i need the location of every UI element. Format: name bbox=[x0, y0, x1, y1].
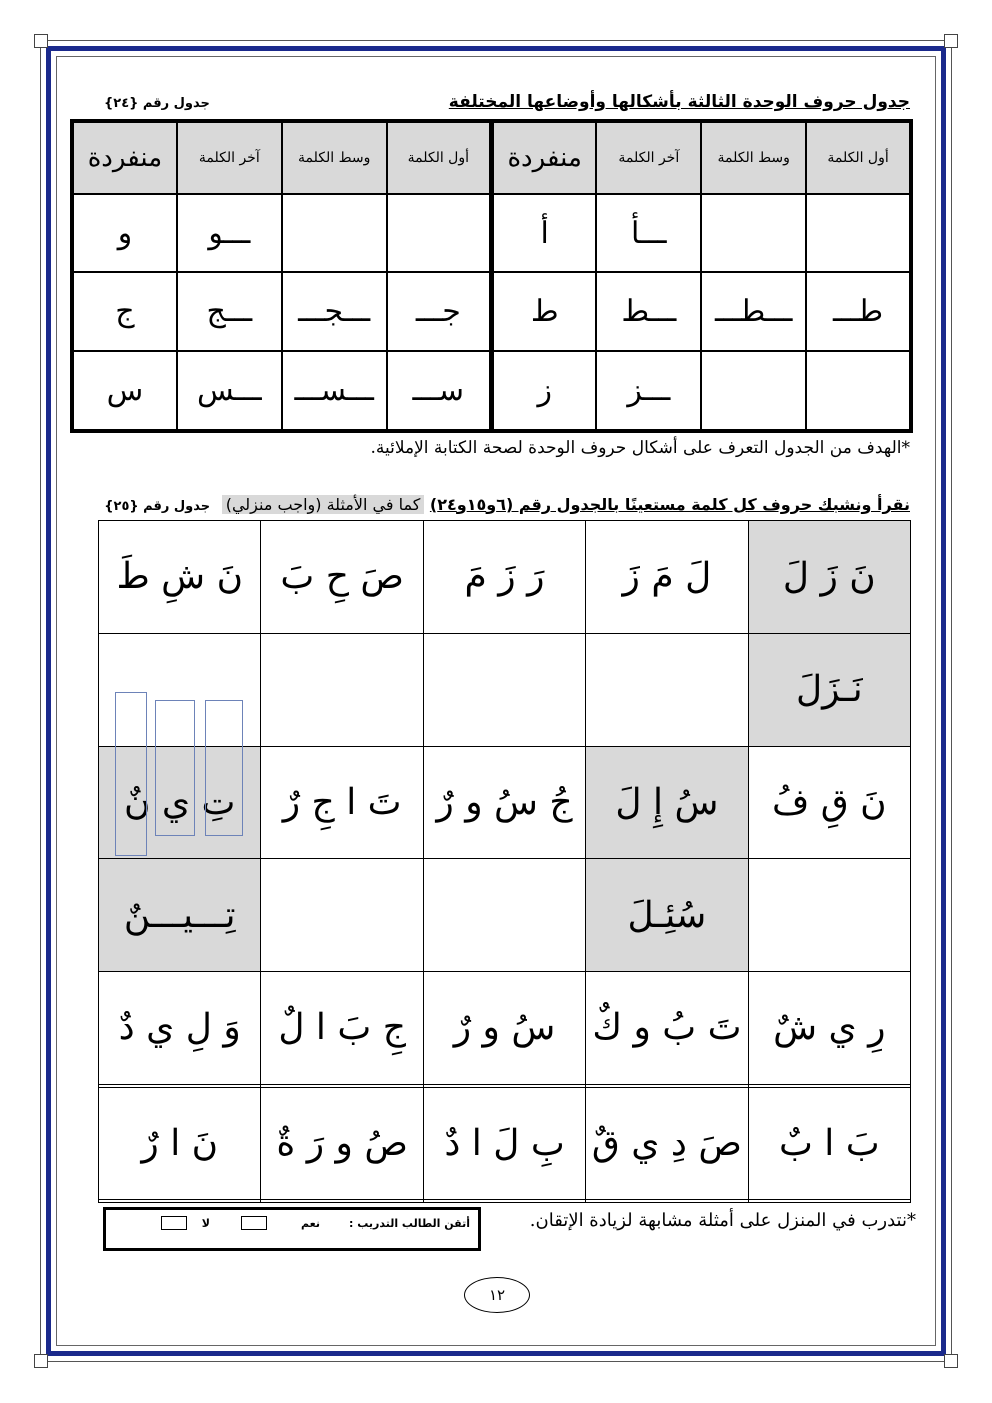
answer-cell[interactable] bbox=[586, 633, 748, 746]
word-cell: نَ ا رٌ bbox=[99, 1087, 261, 1200]
word-cell: تَ بُ و كٌ bbox=[586, 972, 748, 1085]
word-cell: بِ لَ ا دٌ bbox=[423, 1087, 585, 1200]
table-row bbox=[99, 521, 911, 634]
letter-cell bbox=[806, 351, 911, 431]
letter-forms-table bbox=[70, 119, 913, 433]
word-cell: بَ ا بٌ bbox=[748, 1087, 910, 1200]
word-cell: نَ شِ طَ bbox=[99, 521, 261, 634]
table-row bbox=[99, 972, 911, 1085]
answer-cell[interactable] bbox=[748, 1200, 910, 1203]
practice-note: *نتدرب في المنزل على أمثلة مشابهة لزيادة الإتقان. bbox=[529, 1210, 916, 1231]
answer-cell[interactable] bbox=[261, 633, 423, 746]
letter-cell bbox=[701, 194, 806, 272]
corner-ornament bbox=[944, 34, 958, 48]
letter-highlight-box bbox=[155, 700, 195, 836]
letter-cell: ـــطـــ bbox=[701, 272, 806, 350]
letter-cell: ســـ bbox=[387, 351, 492, 431]
word-cell: رِ ي شٌ bbox=[748, 972, 910, 1085]
letter-cell: س bbox=[72, 351, 177, 431]
table-row bbox=[99, 1200, 911, 1203]
corner-ornament bbox=[34, 34, 48, 48]
letter-cell: ـــأ bbox=[596, 194, 701, 272]
yes-checkbox[interactable] bbox=[241, 1216, 267, 1230]
letter-cell: ـــو bbox=[177, 194, 282, 272]
answer-cell[interactable] bbox=[423, 859, 585, 972]
header-cell: آخر الكلمة bbox=[177, 121, 282, 194]
table-header-row bbox=[72, 121, 911, 194]
instruction-text: نقرأ ونشبك حروف كل كلمة مستعينًا بالجدول رقم (٦و١٥و٢٤) bbox=[429, 495, 910, 514]
word-cell: رَ زَ مَ bbox=[423, 521, 585, 634]
word-cell: صَ حِ بَ bbox=[261, 521, 423, 634]
letter-cell: ط bbox=[492, 272, 597, 350]
answer-cell: تِـــيـــنٌ bbox=[99, 859, 261, 972]
letter-cell: ز bbox=[492, 351, 597, 431]
letter-cell: ـــز bbox=[596, 351, 701, 431]
goal-note: *الهدف من الجدول التعرف على أشكال حروف الوحدة لصحة الكتابة الإملائية. bbox=[370, 438, 910, 458]
word-cell: تِ ي نٌ bbox=[99, 746, 261, 859]
page-number: ١٢ bbox=[464, 1277, 530, 1313]
letter-cell: ـــجـــ bbox=[282, 272, 387, 350]
letter-cell: ـــس bbox=[177, 351, 282, 431]
letter-cell bbox=[806, 194, 911, 272]
word-cell: نَ زَ لَ bbox=[748, 521, 910, 634]
no-checkbox[interactable] bbox=[161, 1216, 187, 1230]
table-row bbox=[72, 351, 911, 431]
mastery-box bbox=[103, 1207, 481, 1251]
header-cell: أول الكلمة bbox=[806, 121, 911, 194]
letter-cell: جـــ bbox=[387, 272, 492, 350]
table-row bbox=[99, 1087, 911, 1200]
answer-cell: سُئِـلَ bbox=[586, 859, 748, 972]
letter-cell: أ bbox=[492, 194, 597, 272]
answer-cell: نَـزَلَ bbox=[748, 633, 910, 746]
header-cell: منفردة bbox=[492, 121, 597, 194]
answer-cell[interactable] bbox=[748, 859, 910, 972]
word-cell: تَ ا جِ رٌ bbox=[261, 746, 423, 859]
header-cell: وسط الكلمة bbox=[701, 121, 806, 194]
letter-cell: ـــســـ bbox=[282, 351, 387, 431]
header-cell: منفردة bbox=[72, 121, 177, 194]
letter-cell bbox=[701, 351, 806, 431]
word-cell: صَ دِ ي قٌ bbox=[586, 1087, 748, 1200]
table-row bbox=[72, 272, 911, 350]
section-instruction bbox=[104, 495, 910, 514]
word-cell: وَ لِ ي دٌ bbox=[99, 972, 261, 1085]
answer-cell[interactable] bbox=[99, 1200, 261, 1203]
corner-ornament bbox=[34, 1354, 48, 1368]
letter-cell bbox=[387, 194, 492, 272]
letter-cell: ج bbox=[72, 272, 177, 350]
letter-cell: طـــ bbox=[806, 272, 911, 350]
word-cell: جُ سُ و رٌ bbox=[423, 746, 585, 859]
answer-cell[interactable] bbox=[261, 1200, 423, 1203]
mastery-label: أتقن الطالب التدريب : bbox=[349, 1217, 470, 1230]
word-cell: سُ و رٌ bbox=[423, 972, 585, 1085]
table-row bbox=[99, 859, 911, 972]
word-cell: نَ قِ فُ bbox=[748, 746, 910, 859]
word-cell: سُ إِ لَ bbox=[586, 746, 748, 859]
yes-label: نعم bbox=[301, 1217, 320, 1230]
letter-highlight-box bbox=[205, 700, 243, 836]
page-title: جدول حروف الوحدة الثالثة بأشكالها وأوضاعها المختلفة bbox=[448, 92, 910, 112]
word-cell: صُ و رَ ةٌ bbox=[261, 1087, 423, 1200]
word-cell: جِ بَ ا لٌ bbox=[261, 972, 423, 1085]
table-25-number: جدول رقم {٢٥} bbox=[104, 499, 211, 514]
corner-ornament bbox=[944, 1354, 958, 1368]
header-cell: أول الكلمة bbox=[387, 121, 492, 194]
word-cell: لَ مَ زَ bbox=[586, 521, 748, 634]
word-practice-table bbox=[98, 520, 911, 1203]
letter-highlight-box bbox=[115, 692, 147, 856]
letter-cell bbox=[282, 194, 387, 272]
letter-cell: ـــج bbox=[177, 272, 282, 350]
answer-cell[interactable] bbox=[423, 1200, 585, 1203]
header-cell: آخر الكلمة bbox=[596, 121, 701, 194]
table-row bbox=[72, 194, 911, 272]
answer-cell[interactable] bbox=[423, 633, 585, 746]
letter-cell: و bbox=[72, 194, 177, 272]
homework-note: كما في الأمثلة (واجب منزلي) bbox=[222, 495, 425, 514]
no-label: لا bbox=[201, 1217, 210, 1230]
header-cell: وسط الكلمة bbox=[282, 121, 387, 194]
table-24-number: جدول رقم {٢٤} bbox=[104, 96, 210, 111]
letter-cell: ـــط bbox=[596, 272, 701, 350]
answer-cell[interactable] bbox=[586, 1200, 748, 1203]
answer-cell[interactable] bbox=[261, 859, 423, 972]
